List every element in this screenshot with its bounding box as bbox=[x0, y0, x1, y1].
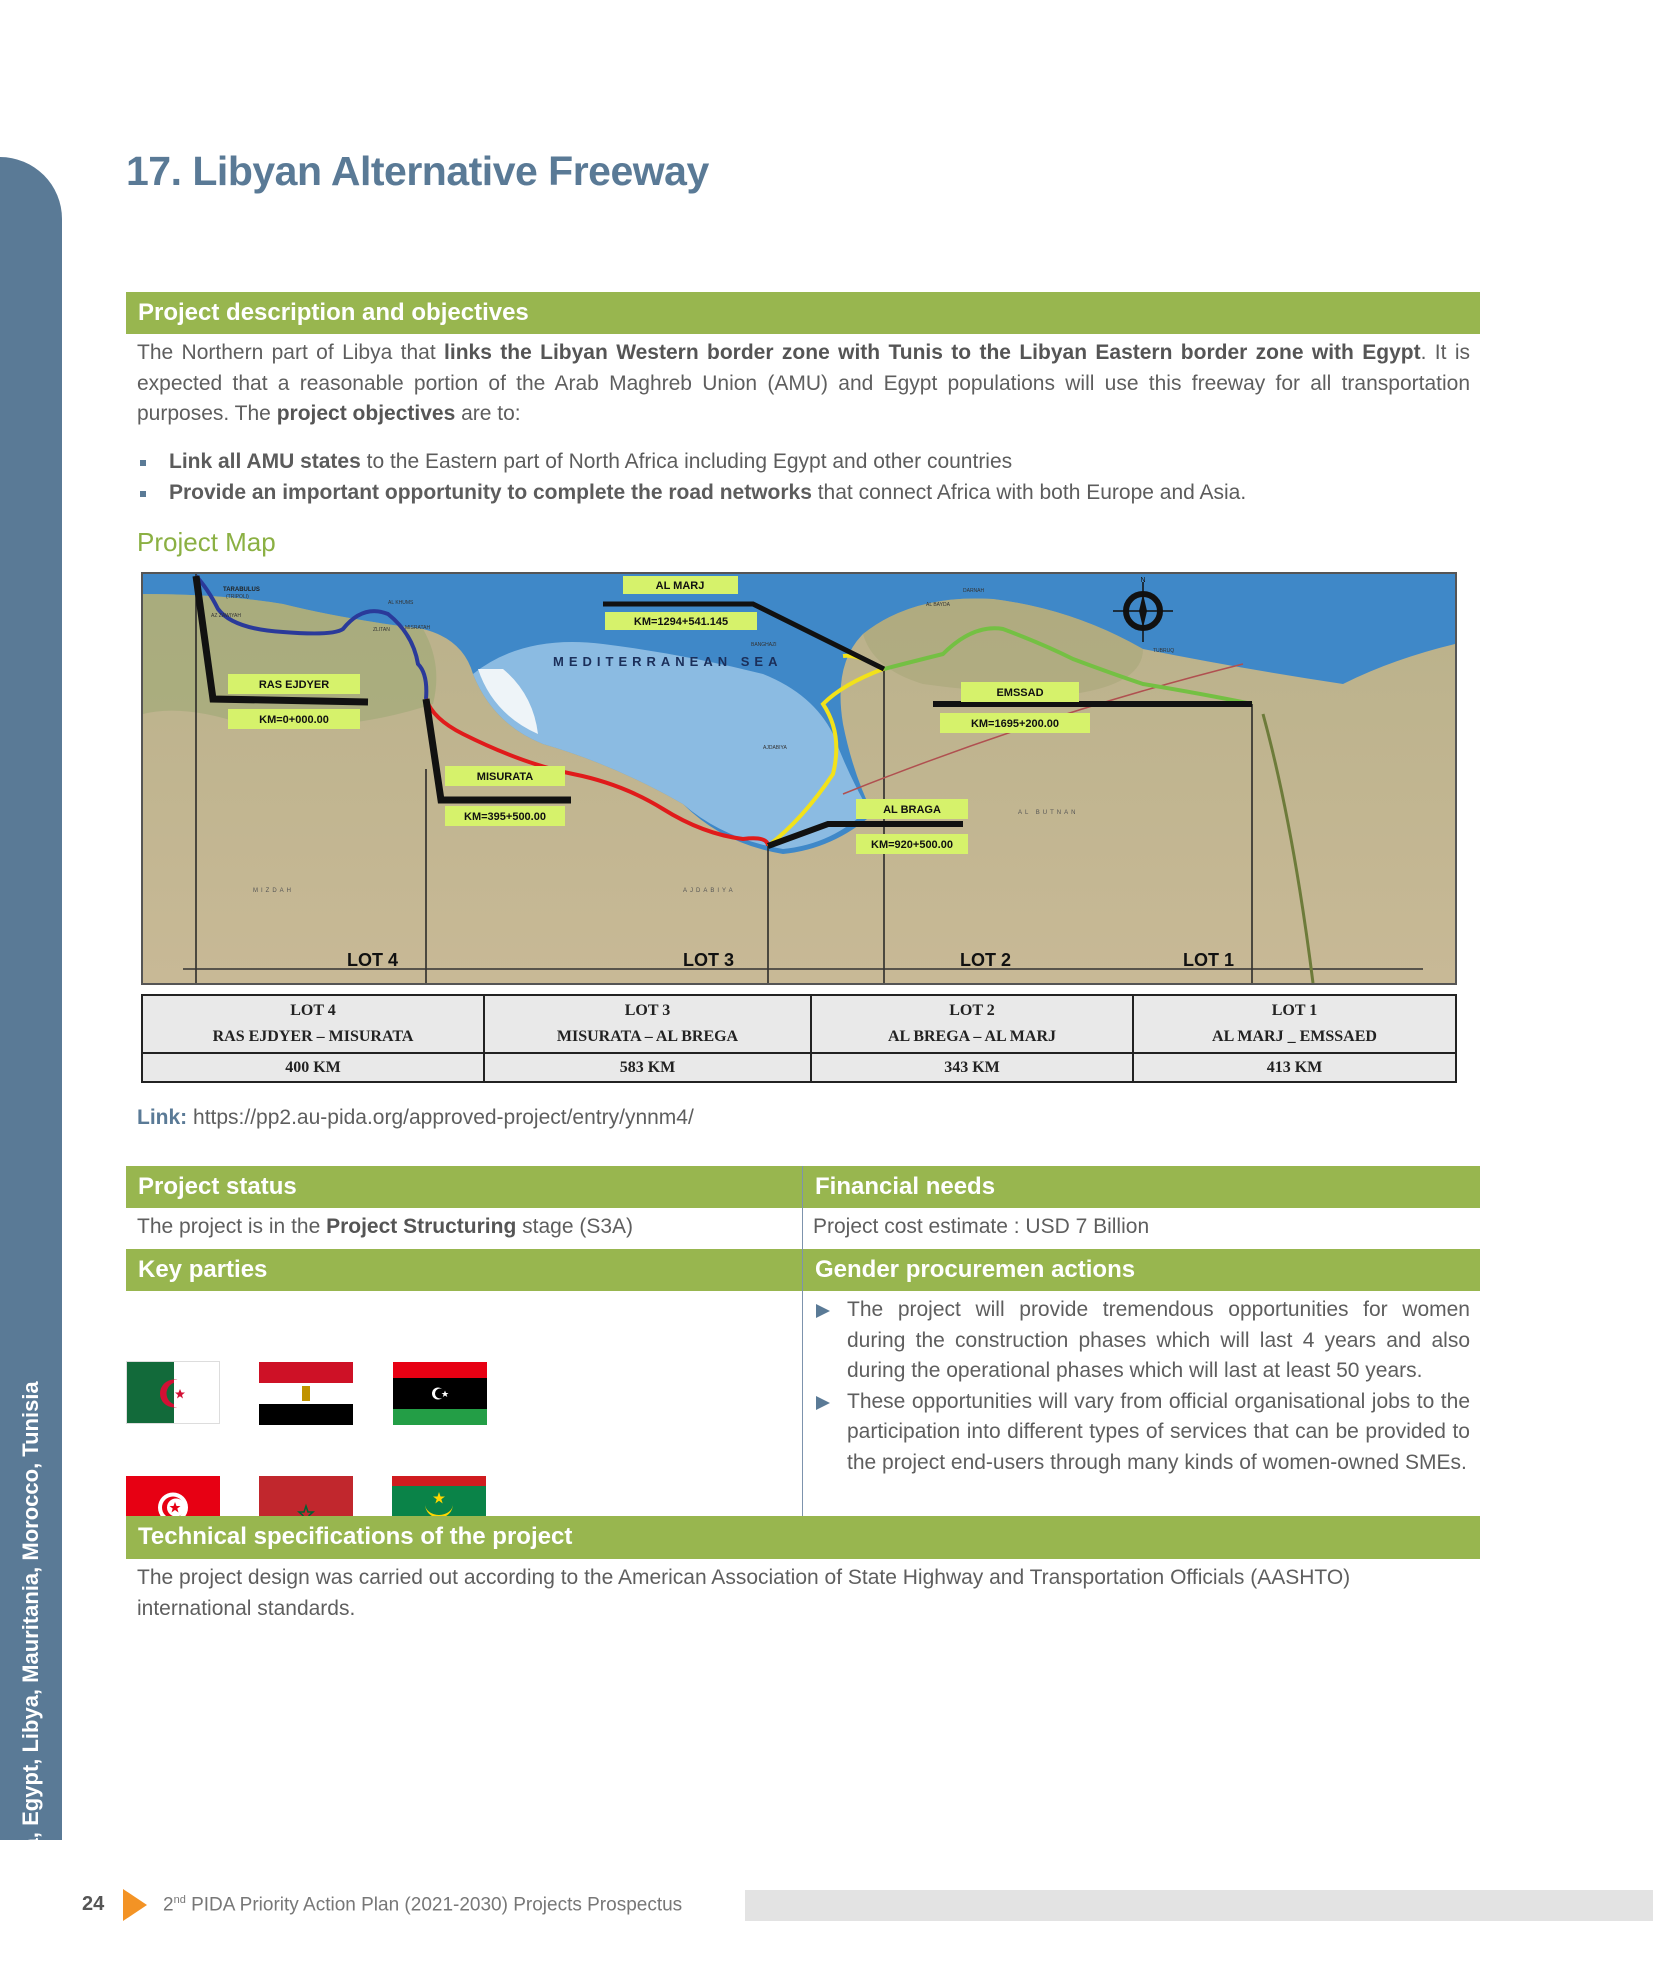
gender-action-text: The project will provide tremendous opportunities for women during the construction phases which will last 4 years and also during the operational phases which will last at least 50 years. bbox=[847, 1298, 1470, 1382]
marker-km: KM=395+500.00 bbox=[464, 811, 546, 823]
sea-label: MEDITERRANEAN SEA bbox=[553, 654, 783, 669]
lot-route: AL MARJ _ EMSSAED bbox=[1212, 1028, 1377, 1045]
side-tab bbox=[0, 157, 62, 1913]
gender-actions-list bbox=[816, 1295, 1470, 1478]
marker-name: RAS EJDYER bbox=[258, 679, 330, 691]
marker-km: KM=1695+200.00 bbox=[970, 718, 1060, 730]
triangle-bullet-icon bbox=[816, 1304, 830, 1318]
lot-label: LOT 3 bbox=[683, 950, 735, 970]
lot-route: RAS EJDYER – MISURATA bbox=[212, 1028, 414, 1045]
gender-action-text: These opportunities will vary from official organisational jobs to the participation into different types of services that can be provided to the project end-users through many kinds of women-owned SMEs. bbox=[847, 1389, 1470, 1474]
marker-km: KM=0+000.00 bbox=[259, 714, 329, 726]
bullet-square-icon bbox=[140, 460, 146, 466]
objective-text: that connect Africa with both Europe and Asia. bbox=[811, 480, 1247, 504]
lot-name: LOT 4 bbox=[290, 1002, 336, 1019]
status-text bbox=[137, 1212, 633, 1243]
map-heading: Project Map bbox=[137, 527, 276, 557]
link-label: Link: bbox=[137, 1106, 188, 1129]
place-label: TARABULUS bbox=[223, 587, 260, 593]
lot-route: AL BREGA – AL MARJ bbox=[887, 1028, 1057, 1045]
section-header-status: Project status bbox=[126, 1166, 802, 1208]
place-label: DARNAH bbox=[963, 588, 985, 594]
map-svg bbox=[143, 574, 1455, 983]
lot-name: LOT 1 bbox=[1271, 1002, 1318, 1019]
lot-name: LOT 2 bbox=[949, 1002, 995, 1019]
place-label: AZ ZAWIYAH bbox=[211, 613, 241, 619]
project-map bbox=[141, 572, 1457, 985]
lot-length: 400 KM bbox=[142, 1053, 484, 1082]
compass-north-label: N bbox=[1140, 577, 1146, 584]
lot-label: LOT 2 bbox=[960, 950, 1012, 970]
objective-item bbox=[137, 447, 1487, 478]
place-label: (TRIPOLI) bbox=[226, 594, 249, 600]
financial-text: Project cost estimate : USD 7 Billion bbox=[813, 1215, 1150, 1238]
footer-bar bbox=[745, 1890, 1653, 1921]
status-text-part: The project is in the bbox=[137, 1215, 327, 1238]
marker-name: AL MARJ bbox=[655, 580, 705, 592]
column-divider bbox=[802, 1166, 803, 1516]
marker-km: KM=1294+541.145 bbox=[633, 616, 729, 628]
marker-km: KM=920+500.00 bbox=[871, 839, 953, 851]
lot-label: LOT 4 bbox=[347, 950, 399, 970]
place-label: AL KHUMS bbox=[388, 600, 414, 606]
section-header-description: Project description and objectives bbox=[126, 292, 1480, 334]
lot-length: 343 KM bbox=[811, 1053, 1133, 1082]
footer-ordinal-suffix: nd bbox=[173, 1894, 186, 1906]
marker-name: MISURATA bbox=[476, 771, 534, 783]
objectives-list bbox=[137, 447, 1487, 508]
lot-name: LOT 3 bbox=[624, 1002, 671, 1019]
technical-text: The project design was carried out according to the American Association of State Highway and Transportation Officials (AASHTO) international standards. bbox=[137, 1566, 1351, 1620]
place-label: AL BUTNAN bbox=[1018, 810, 1079, 816]
footer-title bbox=[163, 1894, 682, 1916]
marker-name: EMSSAD bbox=[996, 687, 1044, 699]
place-label: AJDABIYA bbox=[683, 888, 736, 894]
place-label: AL BAYDA bbox=[926, 602, 950, 608]
lot-cell bbox=[1133, 995, 1456, 1053]
objective-text: to the Eastern part of North Africa including Egypt and other countries bbox=[360, 450, 1013, 473]
objective-bold: Provide an important opportunity to complete the road networks bbox=[169, 480, 812, 504]
section-header-gender: Gender procuremen actions bbox=[803, 1249, 1480, 1291]
place-label: MISRATAH bbox=[405, 625, 431, 631]
lots-table-row bbox=[142, 995, 1456, 1053]
marker-name: AL BRAGA bbox=[883, 804, 941, 816]
lot-label: LOT 1 bbox=[1183, 950, 1235, 970]
status-stage: Project Structuring bbox=[326, 1215, 517, 1238]
place-label: BANGHAZI bbox=[751, 642, 777, 648]
project-link bbox=[137, 1106, 694, 1130]
lot-cell bbox=[142, 995, 484, 1053]
description-bold: links the Libyan Western border zone with Tunis to the Libyan Eastern border zone with Egypt bbox=[444, 341, 1421, 364]
footer-title-text: PIDA Priority Action Plan (2021-2030) Projects Prospectus bbox=[185, 1894, 683, 1916]
egypt-flag bbox=[259, 1362, 353, 1425]
gender-action-item bbox=[816, 1295, 1470, 1387]
link-url[interactable]: https://pp2.au-pida.org/approved-project/entry/ynnm4/ bbox=[193, 1106, 694, 1129]
bullet-square-icon bbox=[140, 491, 146, 497]
section-header-key-parties: Key parties bbox=[126, 1249, 802, 1291]
place-label: ZLITAN bbox=[373, 627, 390, 633]
place-label: TUBRUQ bbox=[1153, 648, 1175, 654]
gender-action-item bbox=[816, 1387, 1470, 1479]
description-text: . It is expected that a reasonable portion of the Arab Maghreb Union (AMU) and Egypt populations will use this freeway for all transportation purposes. The bbox=[137, 341, 1470, 425]
sidebar-countries: Algeria, Egypt, Libya, Mauritania, Morocco, Tunisia bbox=[18, 1381, 43, 1913]
place-label: AJDABIYA bbox=[763, 745, 787, 751]
section-header-financial: Financial needs bbox=[803, 1166, 1480, 1208]
lot-cell bbox=[811, 995, 1133, 1053]
lot-length: 413 KM bbox=[1133, 1053, 1456, 1082]
lots-table bbox=[141, 994, 1457, 1083]
lots-table-row bbox=[142, 1053, 1456, 1082]
lot-length: 583 KM bbox=[484, 1053, 811, 1082]
page-number: 24 bbox=[82, 1893, 105, 1915]
description-paragraph bbox=[137, 338, 1470, 430]
algeria-flag bbox=[126, 1361, 220, 1424]
objective-bold: Link all AMU states bbox=[169, 450, 361, 473]
description-text: The Northern part of Libya that bbox=[137, 341, 445, 364]
lot-route: MISURATA – AL BREGA bbox=[556, 1028, 739, 1045]
place-label: MIZDAH bbox=[253, 888, 294, 894]
libya-flag bbox=[393, 1362, 487, 1425]
footer-arrow-icon bbox=[123, 1889, 147, 1921]
status-text-part: stage (S3A) bbox=[516, 1215, 634, 1238]
footer-ordinal: 2 bbox=[163, 1894, 174, 1916]
section-header-technical: Technical specifications of the project bbox=[126, 1516, 1480, 1559]
description-bold: project objectives bbox=[276, 402, 456, 425]
description-text: are to: bbox=[455, 402, 521, 425]
triangle-bullet-icon bbox=[816, 1396, 830, 1410]
lot-cell bbox=[484, 995, 811, 1053]
objective-item bbox=[137, 478, 1487, 509]
page-title: 17. Libyan Alternative Freeway bbox=[126, 148, 709, 194]
